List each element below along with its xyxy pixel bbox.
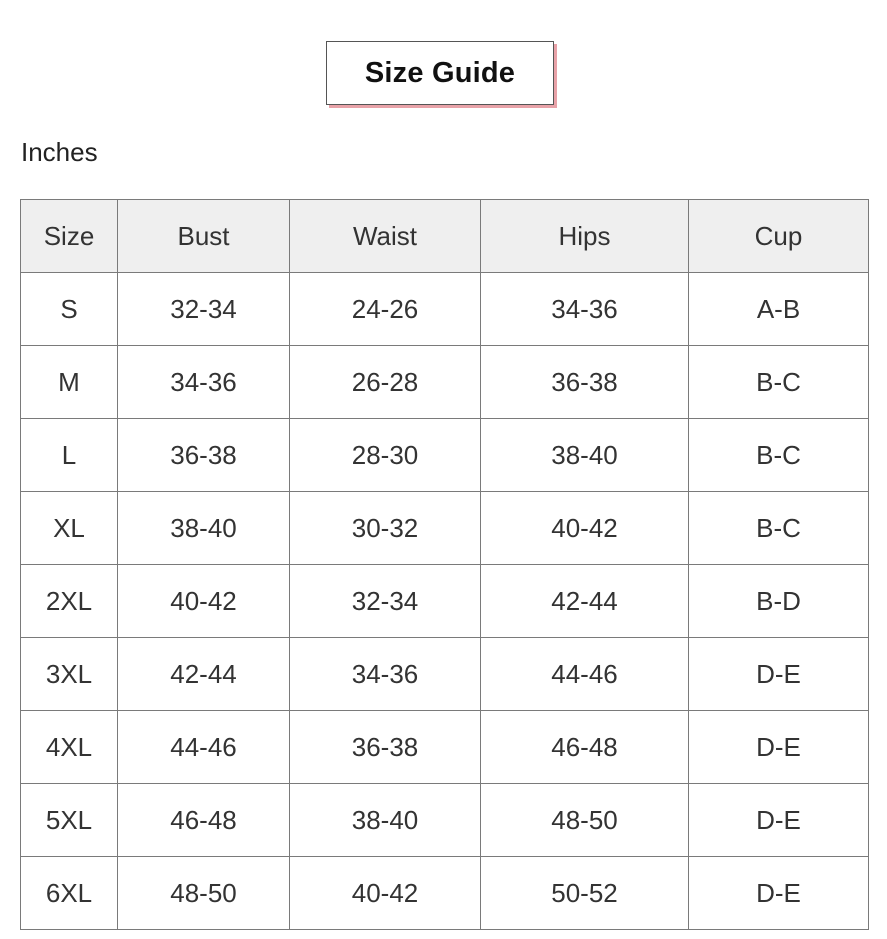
table-row: [21, 638, 869, 711]
cell-hips: 48-50: [481, 784, 689, 857]
title-box: [326, 41, 554, 105]
cell-cup: D-E: [689, 711, 869, 784]
cell-bust: 44-46: [118, 711, 290, 784]
table-row: [21, 492, 869, 565]
cell-size: 5XL: [21, 784, 118, 857]
table-row: [21, 857, 869, 930]
table-row: [21, 273, 869, 346]
cell-waist: 26-28: [290, 346, 481, 419]
cell-hips: 36-38: [481, 346, 689, 419]
cell-bust: 46-48: [118, 784, 290, 857]
cell-size: 3XL: [21, 638, 118, 711]
header-waist: Waist: [290, 200, 481, 273]
cell-waist: 38-40: [290, 784, 481, 857]
table-body: [21, 273, 869, 930]
cell-waist: 40-42: [290, 857, 481, 930]
table-row: [21, 346, 869, 419]
cell-bust: 32-34: [118, 273, 290, 346]
table-row: [21, 419, 869, 492]
cell-waist: 36-38: [290, 711, 481, 784]
cell-waist: 32-34: [290, 565, 481, 638]
cell-bust: 34-36: [118, 346, 290, 419]
cell-cup: A-B: [689, 273, 869, 346]
table-row: [21, 565, 869, 638]
cell-hips: 46-48: [481, 711, 689, 784]
cell-size: 4XL: [21, 711, 118, 784]
unit-label: Inches: [21, 137, 98, 167]
cell-hips: 42-44: [481, 565, 689, 638]
cell-cup: B-D: [689, 565, 869, 638]
cell-cup: B-C: [689, 492, 869, 565]
cell-hips: 34-36: [481, 273, 689, 346]
cell-cup: B-C: [689, 419, 869, 492]
cell-cup: D-E: [689, 784, 869, 857]
cell-bust: 40-42: [118, 565, 290, 638]
cell-bust: 48-50: [118, 857, 290, 930]
cell-bust: 42-44: [118, 638, 290, 711]
cell-waist: 34-36: [290, 638, 481, 711]
header-cup: Cup: [689, 200, 869, 273]
table-row: [21, 784, 869, 857]
cell-size: XL: [21, 492, 118, 565]
header-size: Size: [21, 200, 118, 273]
cell-size: M: [21, 346, 118, 419]
cell-hips: 44-46: [481, 638, 689, 711]
cell-size: 6XL: [21, 857, 118, 930]
cell-hips: 40-42: [481, 492, 689, 565]
cell-cup: D-E: [689, 857, 869, 930]
header-bust: Bust: [118, 200, 290, 273]
cell-bust: 36-38: [118, 419, 290, 492]
cell-waist: 30-32: [290, 492, 481, 565]
page-title: Size Guide: [364, 56, 516, 89]
cell-hips: 50-52: [481, 857, 689, 930]
cell-size: L: [21, 419, 118, 492]
cell-hips: 38-40: [481, 419, 689, 492]
header-hips: Hips: [481, 200, 689, 273]
size-table: [20, 199, 869, 930]
table-header-row: [21, 200, 869, 273]
cell-waist: 24-26: [290, 273, 481, 346]
cell-bust: 38-40: [118, 492, 290, 565]
cell-size: 2XL: [21, 565, 118, 638]
cell-cup: D-E: [689, 638, 869, 711]
cell-size: S: [21, 273, 118, 346]
cell-cup: B-C: [689, 346, 869, 419]
cell-waist: 28-30: [290, 419, 481, 492]
table-row: [21, 711, 869, 784]
